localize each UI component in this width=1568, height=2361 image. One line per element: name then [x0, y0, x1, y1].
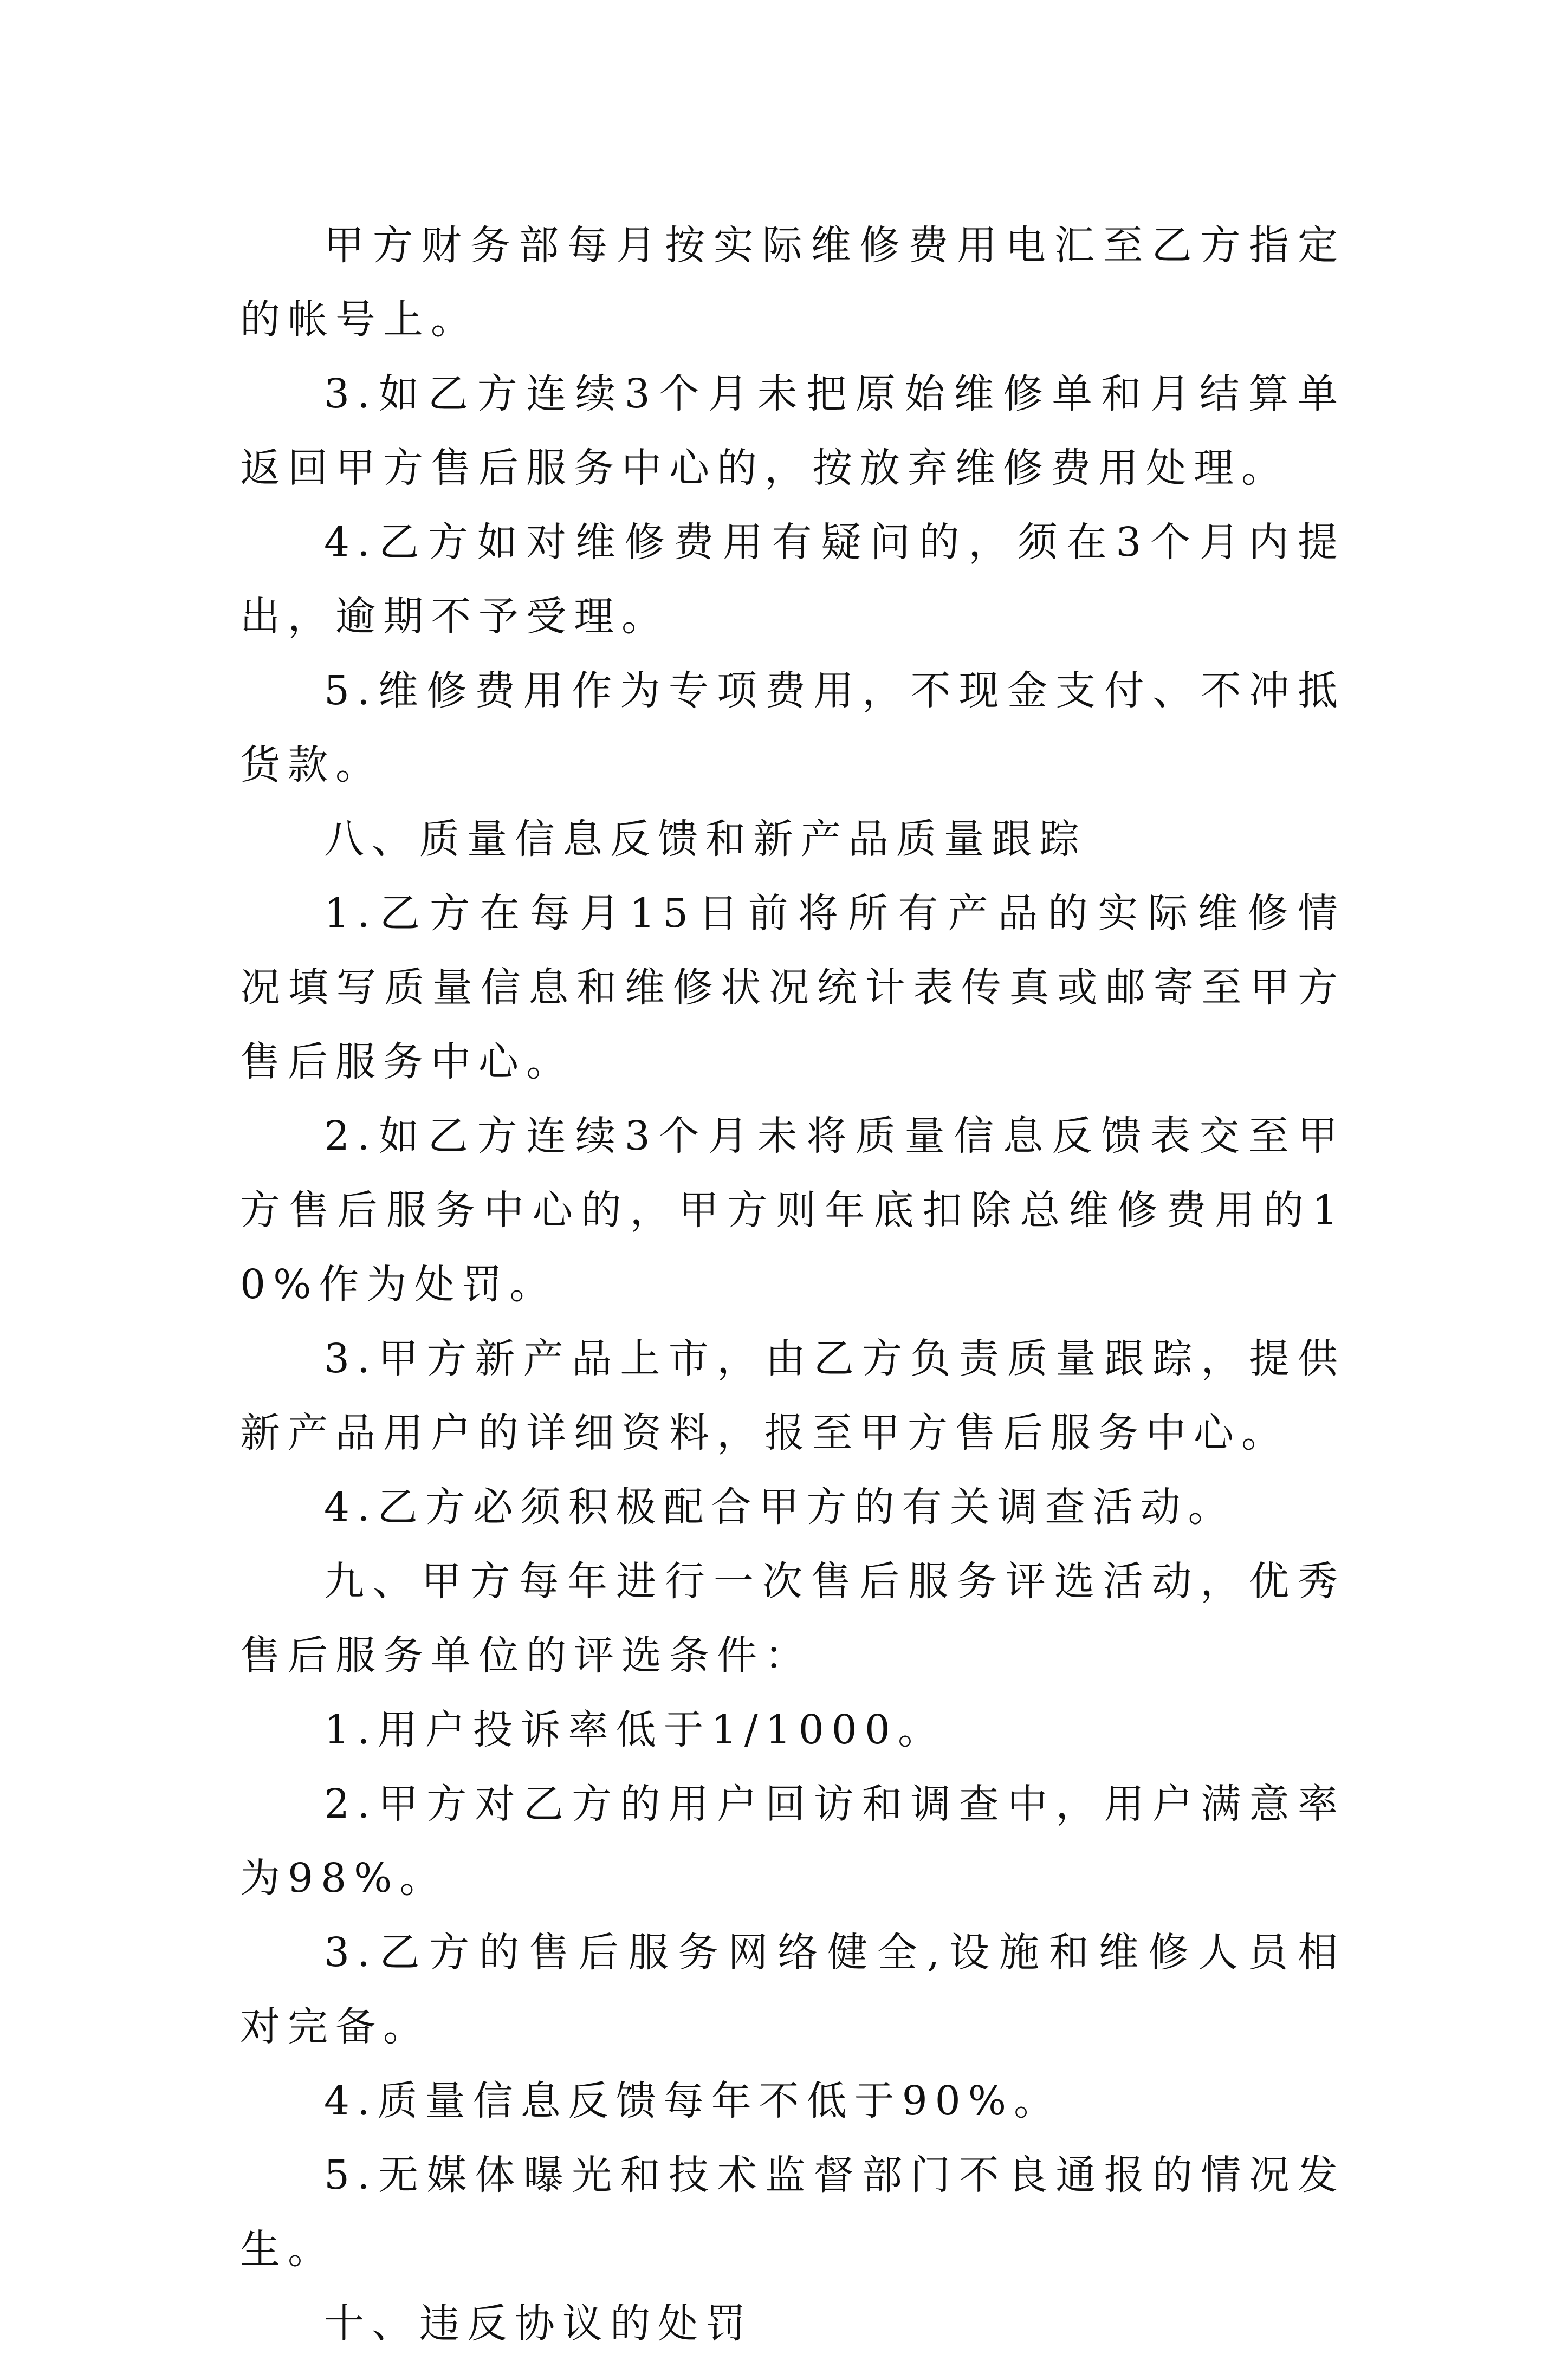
paragraph: 4.乙方如对维修费用有疑问的，须在3个月内提出，逾期不予受理。 [240, 519, 1345, 640]
paragraph: 3.乙方的售后服务网络健全,设施和维修人员相对完备。 [240, 1929, 1345, 2050]
section-heading: 八、质量信息反馈和新产品质量跟踪 [324, 816, 1087, 862]
paragraph: 5.维修费用作为专项费用，不现金支付、不冲抵货款。 [240, 667, 1345, 788]
paragraph: 4.乙方必须积极配合甲方的有关调查活动。 [324, 1484, 1236, 1530]
paragraph: 4.质量信息反馈每年不低于90%。 [324, 2078, 1062, 2124]
paragraph: 5.无媒体曝光和技术监督部门不良通报的情况发生。 [240, 2152, 1345, 2273]
section-heading: 十、违反协议的处罚 [324, 2300, 753, 2347]
paragraph: 3.如乙方连续3个月未把原始维修单和月结算单返回甲方售后服务中心的，按放弃维修费用处理。 [240, 371, 1345, 491]
paragraph: 2.甲方对乙方的用户回访和调查中，用户满意率为98%。 [240, 1781, 1345, 1902]
paragraph: 3.甲方新产品上市，由乙方负责质量跟踪，提供新产品用户的详细资料，报至甲方售后服务中心。 [240, 1335, 1345, 1456]
paragraph: 1.乙方在每月15日前将所有产品的实际维修情况填写质量信息和维修状况统计表传真或邮寄至甲方售后服务中心。 [240, 890, 1345, 1085]
paragraph: 2.如乙方连续3个月未将质量信息反馈表交至甲方售后服务中心的，甲方则年底扣除总维修费用的10%作为处罚。 [240, 1113, 1345, 1308]
section-heading: 九、甲方每年进行一次售后服务评选活动，优秀售后服务单位的评选条件： [240, 1558, 1345, 1679]
document-body [240, 209, 1345, 2361]
paragraph: 1.用户投诉率低于1/1000。 [324, 1707, 945, 1753]
paragraph: 甲方财务部每月按实际维修费用电汇至乙方指定的帐号上。 [240, 222, 1345, 343]
